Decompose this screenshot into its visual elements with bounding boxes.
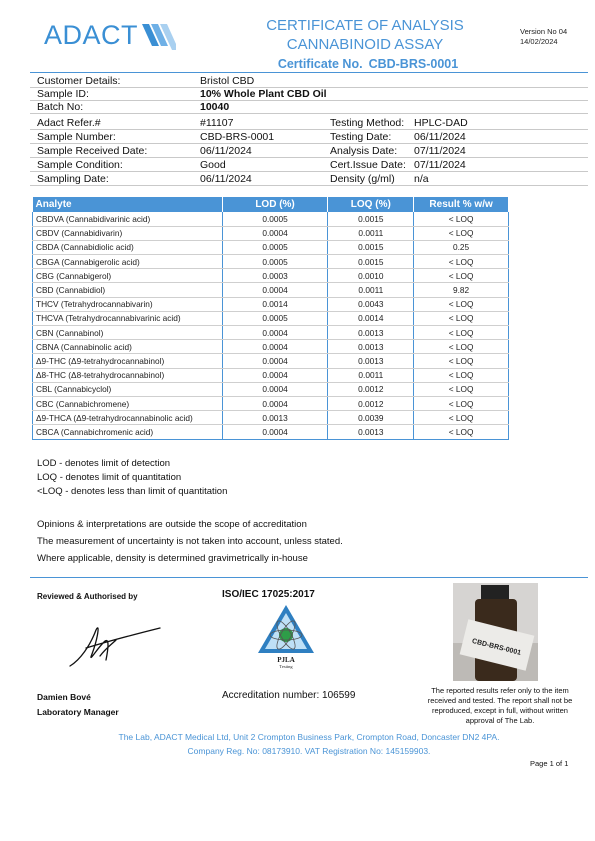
uncertainty-note: The measurement of uncertainty is not taken into account, unless stated. [37, 536, 343, 547]
received-date-value: 06/11/2024 [200, 145, 252, 157]
batch-label: Batch No: [37, 101, 84, 113]
row-divider [30, 185, 588, 186]
result-cell: < LOQ [414, 255, 509, 269]
less-loq-note: <LOQ - denotes less than limit of quantitation [37, 486, 228, 497]
lod-cell: 0.0004 [222, 326, 328, 340]
footer-divider [30, 577, 588, 578]
batch-value: 10040 [200, 101, 230, 113]
loq-cell: 0.0011 [328, 368, 414, 382]
result-cell: < LOQ [414, 368, 509, 382]
table-row [33, 311, 509, 325]
table-row [33, 326, 509, 340]
lod-cell: 0.0014 [222, 297, 328, 311]
lod-cell: 0.0004 [222, 368, 328, 382]
product-bottle-photo [453, 583, 538, 681]
loq-cell: 0.0012 [328, 396, 414, 410]
loq-cell: 0.0013 [328, 326, 414, 340]
result-cell: < LOQ [414, 354, 509, 368]
adact-chevron-logo-icon [142, 20, 176, 50]
company-registration: Company Reg. No: 08173910. VAT Registration No: 145159903. [187, 746, 431, 756]
table-row [33, 354, 509, 368]
analyte-cell: CBCA (Cannabichromenic acid) [33, 425, 223, 439]
loq-cell: 0.0013 [328, 340, 414, 354]
analyte-cell: Δ9-THC (Δ9-tetrahydrocannabinol) [33, 354, 223, 368]
lod-cell: 0.0013 [222, 411, 328, 425]
lod-cell: 0.0003 [222, 269, 328, 283]
result-cell: 0.25 [414, 240, 509, 254]
loq-cell: 0.0011 [328, 226, 414, 240]
testing-date-value: 06/11/2024 [414, 131, 466, 143]
signer-title: Laboratory Manager [37, 707, 119, 717]
refer-value: #11107 [200, 117, 234, 129]
refer-label: Adact Refer.# [37, 117, 101, 129]
method-label: Testing Method: [330, 117, 405, 129]
loq-note: LOQ - denotes limit of quantitation [37, 472, 182, 483]
sampling-date-label: Sampling Date: [37, 173, 109, 185]
lod-cell: 0.0004 [222, 425, 328, 439]
assay-title: CANNABINOID ASSAY [286, 36, 444, 53]
table-row [33, 240, 509, 254]
header-divider [30, 72, 588, 73]
analyte-cell: Δ9-THCA (Δ9-tetrahydrocannabinolic acid) [33, 411, 223, 425]
lod-cell: 0.0005 [222, 311, 328, 325]
analyte-cell: CBDA (Cannabidiolic acid) [33, 240, 223, 254]
lod-cell: 0.0004 [222, 382, 328, 396]
col-header-loq: LOQ (%) [328, 197, 414, 212]
sample-number-label: Sample Number: [37, 131, 116, 143]
lod-cell: 0.0004 [222, 226, 328, 240]
loq-cell: 0.0012 [328, 382, 414, 396]
row-divider [30, 100, 588, 101]
lab-address: The Lab, ADACT Medical Ltd, Unit 2 Crompton Business Park, Crompton Road, Doncaster DN2 4PA. [118, 732, 500, 742]
customer-label: Customer Details: [37, 75, 121, 87]
table-row [33, 212, 509, 226]
density-value: n/a [414, 173, 429, 185]
loq-cell: 0.0039 [328, 411, 414, 425]
issue-date-value: 07/11/2024 [414, 159, 466, 171]
col-header-lod: LOD (%) [222, 197, 328, 212]
received-date-label: Sample Received Date: [37, 145, 148, 157]
row-divider [30, 129, 588, 130]
sample-number-value: CBD-BRS-0001 [200, 131, 275, 143]
cannabinoid-results-table [32, 197, 509, 440]
certificate-number-value: CBD-BRS-0001 [368, 57, 459, 71]
result-cell: < LOQ [414, 226, 509, 240]
certificate-number-label: Certificate No. [277, 57, 363, 71]
pjla-seal-type: Testing [279, 664, 293, 669]
loq-cell: 0.0015 [328, 212, 414, 226]
loq-cell: 0.0043 [328, 297, 414, 311]
condition-label: Sample Condition: [37, 159, 123, 171]
loq-cell: 0.0011 [328, 283, 414, 297]
col-header-result: Result % w/w [414, 197, 509, 212]
lod-cell: 0.0005 [222, 212, 328, 226]
result-cell: < LOQ [414, 411, 509, 425]
logo-text: ADACT [44, 19, 139, 50]
method-value: HPLC-DAD [414, 117, 468, 129]
analyte-cell: THCV (Tetrahydrocannabivarin) [33, 297, 223, 311]
col-header-analyte: Analyte [33, 197, 223, 212]
adact-logo [44, 18, 176, 52]
table-row [33, 297, 509, 311]
result-cell: 9.82 [414, 283, 509, 297]
results-disclaimer: The reported results refer only to the item received and tested. The report shall not be reproduced, except in full, without written approval of The Lab. [427, 686, 573, 725]
table-row [33, 340, 509, 354]
analyte-cell: Δ8-THC (Δ8-tetrahydrocannabinol) [33, 368, 223, 382]
sampling-date-value: 06/11/2024 [200, 173, 252, 185]
iso-standard: ISO/IEC 17025:2017 [222, 589, 315, 600]
loq-cell: 0.0015 [328, 255, 414, 269]
lod-cell: 0.0005 [222, 240, 328, 254]
accreditation-number: Accreditation number: 106599 [222, 690, 356, 701]
loq-cell: 0.0010 [328, 269, 414, 283]
loq-cell: 0.0015 [328, 240, 414, 254]
analyte-cell: CBNA (Cannabinolic acid) [33, 340, 223, 354]
table-row [33, 382, 509, 396]
analyte-cell: CBDV (Cannabidivarin) [33, 226, 223, 240]
version-block [520, 27, 567, 47]
result-cell: < LOQ [414, 269, 509, 283]
table-row [33, 368, 509, 382]
result-cell: < LOQ [414, 311, 509, 325]
signer-name: Damien Bové [37, 692, 91, 702]
table-row [33, 425, 509, 439]
density-label: Density (g/ml) [330, 173, 395, 185]
table-row [33, 226, 509, 240]
loq-cell: 0.0013 [328, 354, 414, 368]
lod-cell: 0.0005 [222, 255, 328, 269]
result-cell: < LOQ [414, 212, 509, 226]
lod-cell: 0.0004 [222, 340, 328, 354]
lod-cell: 0.0004 [222, 396, 328, 410]
certificate-number [230, 57, 500, 71]
testing-date-label: Testing Date: [330, 131, 392, 143]
analyte-cell: CBGA (Cannabigerolic acid) [33, 255, 223, 269]
analyte-cell: CBD (Cannabidiol) [33, 283, 223, 297]
pjla-accreditation-seal-icon [256, 603, 316, 669]
analyte-cell: CBC (Cannabichromene) [33, 396, 223, 410]
result-cell: < LOQ [414, 340, 509, 354]
issue-date-label: Cert.Issue Date: [330, 159, 406, 171]
row-divider [30, 157, 588, 158]
page-number: Page 1 of 1 [530, 759, 569, 768]
table-row [33, 283, 509, 297]
condition-value: Good [200, 159, 226, 171]
analysis-date-label: Analysis Date: [330, 145, 398, 157]
table-row [33, 411, 509, 425]
analyte-cell: THCVA (Tetrahydrocannabivarinic acid) [33, 311, 223, 325]
analyte-cell: CBL (Cannabicyclol) [33, 382, 223, 396]
result-cell: < LOQ [414, 297, 509, 311]
opinions-note: Opinions & interpretations are outside the scope of accreditation [37, 519, 307, 530]
row-divider [30, 143, 588, 144]
version-date: 14/02/2024 [520, 37, 558, 46]
table-row [33, 269, 509, 283]
analysis-date-value: 07/11/2024 [414, 145, 466, 157]
row-divider [30, 113, 588, 114]
reviewed-label: Reviewed & Authorised by [37, 592, 138, 601]
result-cell: < LOQ [414, 326, 509, 340]
result-cell: < LOQ [414, 425, 509, 439]
loq-cell: 0.0014 [328, 311, 414, 325]
sample-id-label: Sample ID: [37, 88, 89, 100]
density-note: Where applicable, density is determined gravimetrically in-house [37, 553, 308, 564]
version-number: Version No 04 [520, 27, 568, 36]
table-header-row [33, 197, 509, 212]
row-divider [30, 171, 588, 172]
pjla-seal-name: PJLA [277, 656, 295, 664]
lod-note: LOD - denotes limit of detection [37, 458, 171, 469]
analyte-cell: CBG (Cannabigerol) [33, 269, 223, 283]
analyte-cell: CBN (Cannabinol) [33, 326, 223, 340]
sample-id-value: 10% Whole Plant CBD Oil [200, 88, 327, 100]
lod-cell: 0.0004 [222, 283, 328, 297]
result-cell: < LOQ [414, 396, 509, 410]
customer-value: Bristol CBD [200, 75, 255, 87]
bottle-label-text: CBD-BRS-0001 [471, 637, 522, 657]
loq-cell: 0.0013 [328, 425, 414, 439]
product-bottle-icon [453, 583, 538, 681]
analyte-cell: CBDVA (Cannabidivarinic acid) [33, 212, 223, 226]
table-row [33, 396, 509, 410]
handwritten-signature-icon [66, 620, 166, 670]
result-cell: < LOQ [414, 382, 509, 396]
table-row [33, 255, 509, 269]
lod-cell: 0.0004 [222, 354, 328, 368]
certificate-title: CERTIFICATE OF ANALYSIS [266, 17, 464, 34]
